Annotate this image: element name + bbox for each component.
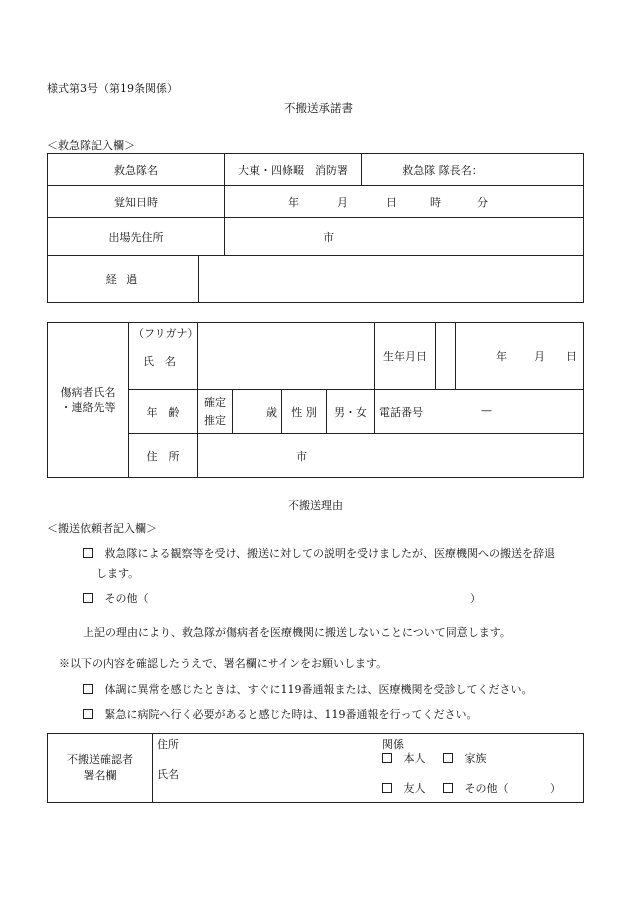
furigana-label: （フリガナ）: [133, 327, 199, 340]
dispatch-address-city: 市: [323, 230, 334, 244]
requester-section-header: ＜搬送依頼者記入欄＞: [47, 522, 157, 535]
option2-row[interactable]: [83, 590, 149, 606]
call-time-hour: 時: [430, 195, 441, 209]
dispatch-address-field[interactable]: [225, 218, 584, 256]
relation-friend-checkbox[interactable]: [382, 783, 392, 793]
call-time-month: 月: [337, 195, 348, 209]
sex-label: 性 別: [282, 390, 327, 434]
option2-text: その他（: [104, 592, 149, 605]
age-unit: 歳: [266, 405, 277, 419]
option1-text-cont: します。: [96, 567, 140, 580]
notice-item-2-box: [83, 709, 93, 719]
age-field[interactable]: [233, 390, 282, 434]
option1-checkbox[interactable]: [83, 548, 93, 558]
patient-group-label-2: ・連絡先等: [60, 401, 116, 414]
birth-day-unit: 日: [566, 350, 577, 363]
name-label: 氏 名: [143, 355, 176, 368]
phone-field[interactable]: [375, 390, 584, 434]
relation-friend-option[interactable]: [382, 780, 426, 796]
relation-friend-text: 友人: [403, 782, 426, 795]
agreement-text: 上記の理由により、救急隊が傷病者を医療機関に搬送しないことについて同意します。: [83, 626, 511, 639]
patient-table: [47, 322, 584, 478]
patient-address-label: 住 所: [129, 434, 198, 478]
relation-family-checkbox[interactable]: [443, 753, 453, 763]
patient-address-city: 市: [296, 449, 307, 463]
dispatch-address-label: 出場先住所: [48, 218, 225, 256]
notice-item-2-text: 緊急に病院へ行く必要があると感じた時は、119番通報を行ってください。: [104, 708, 478, 721]
relation-other-close: ）: [550, 782, 561, 795]
ems-table: [47, 153, 584, 303]
relation-label: 関係: [382, 738, 404, 751]
progress-label: 経 過: [48, 256, 199, 303]
progress-field[interactable]: [199, 256, 584, 303]
reason-title: 不搬送理由: [288, 499, 343, 512]
relation-family-text: 家族: [464, 752, 487, 765]
patient-group-label: [48, 323, 129, 478]
signature-label-2: 署名欄: [83, 769, 117, 782]
birth-label: 生年月日: [375, 323, 436, 390]
relation-other-option[interactable]: [443, 780, 509, 796]
signer-name-label: 氏名: [157, 768, 179, 781]
notice-item-1-text: 体調に異常を感じたときは、すぐに119番通報または、医療機関を受診してください。: [104, 683, 533, 696]
notice-item-2: [83, 706, 478, 722]
patient-address-field[interactable]: [198, 434, 584, 478]
name-field[interactable]: [198, 323, 375, 390]
option2-checkbox[interactable]: [83, 593, 93, 603]
birth-month-unit: 月: [534, 350, 545, 363]
relation-family-option[interactable]: [443, 750, 487, 766]
signature-label: [48, 734, 153, 803]
leader-label[interactable]: 救急隊 隊長名：: [362, 154, 584, 186]
ems-section-header: ＜救急隊記入欄＞: [47, 139, 135, 152]
option2-close: ）: [470, 592, 481, 605]
patient-group-label-1: 傷病者氏名: [60, 386, 116, 399]
birth-year-unit: 年: [496, 350, 507, 363]
relation-self-checkbox[interactable]: [382, 753, 392, 763]
relation-self-option[interactable]: [382, 750, 426, 766]
form-number: 様式第3号（第19条関係）: [47, 82, 178, 95]
call-time-label: 覚知日時: [48, 186, 225, 218]
age-estimated: 推定: [204, 413, 226, 427]
birth-era-field[interactable]: [436, 323, 456, 390]
call-time-day: 日: [386, 195, 397, 209]
sex-field[interactable]: 男・女: [327, 390, 375, 434]
relation-other-checkbox[interactable]: [443, 783, 453, 793]
call-time-field[interactable]: [225, 186, 584, 218]
signature-label-1: 不搬送確認者: [67, 753, 133, 766]
signature-field[interactable]: [153, 734, 584, 803]
notice-intro: ※以下の内容を確認したうえで、署名欄にサインをお願いします。: [59, 657, 388, 670]
notice-item-1: [83, 681, 533, 697]
option1-text: 救急隊による観察等を受け、搬送に対しての説明を受けましたが、医療機関への搬送を辞退: [104, 547, 556, 560]
option1-row[interactable]: [83, 545, 555, 561]
team-name-label: 救急隊名: [48, 154, 225, 186]
birth-date-field[interactable]: [456, 323, 584, 390]
age-type-cell[interactable]: [198, 390, 233, 434]
age-label: 年 齢: [129, 390, 198, 434]
name-label-cell: [129, 323, 198, 390]
relation-other-text: その他（: [464, 782, 509, 795]
call-time-year: 年: [288, 195, 299, 209]
team-name-value[interactable]: 大東・四條畷 消防署: [225, 154, 362, 186]
phone-label: 電話番号: [379, 405, 423, 419]
notice-item-1-box: [83, 684, 93, 694]
relation-self-text: 本人: [403, 752, 426, 765]
phone-dash: —: [481, 403, 492, 417]
age-confirmed: 確定: [204, 395, 226, 409]
signer-address-label: 住所: [157, 738, 179, 751]
call-time-minute: 分: [477, 195, 488, 209]
document-title: 不搬送承諾書: [284, 101, 353, 115]
signature-table: [47, 733, 584, 803]
